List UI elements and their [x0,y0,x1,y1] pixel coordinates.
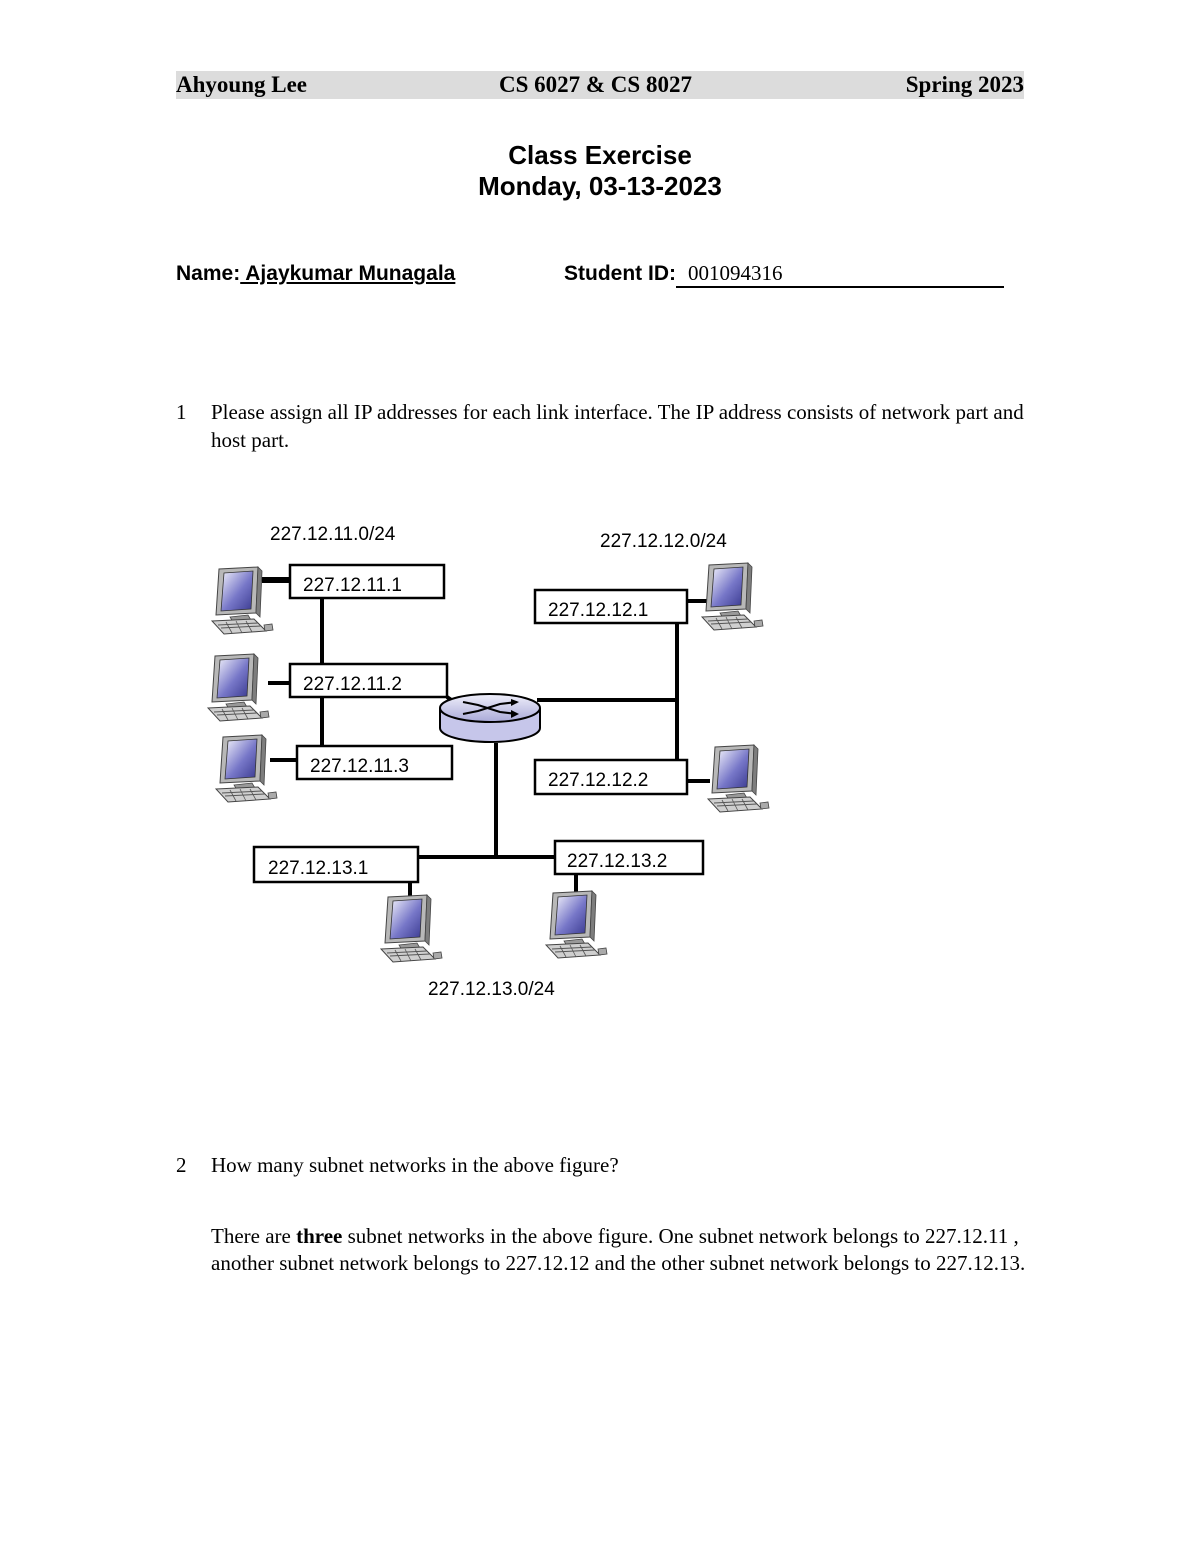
computer-icon [216,735,277,802]
interface-227-12-12-1: 227.12.12.1 [548,600,649,621]
interface-box [290,664,447,697]
page-date: Monday, 03-13-2023 [478,171,722,201]
interface-box [254,847,418,882]
interface-box [535,760,687,794]
subnet-label-13: 227.12.13.0/24 [428,979,555,1000]
interface-227-12-12-2: 227.12.12.2 [548,770,649,791]
page-title: Class Exercise [508,140,692,170]
router-icon [440,694,540,742]
student-id-label: Student ID: [564,262,676,285]
question-2-text: How many subnet networks in the above figure? [211,1153,619,1177]
interface-227-12-11-2: 227.12.11.2 [303,674,402,695]
interface-box [290,565,444,598]
interface-box [555,841,703,874]
computer-icon [546,891,607,958]
computer-icon [702,563,763,630]
computer-icon [208,654,269,721]
interface-227-12-11-3: 227.12.11.3 [310,756,409,777]
question-2-answer [211,1223,1031,1277]
answer-body: subnet networks in the above figure. One subnet network belongs to 227.12.11 , another subnet network belongs to 227.12.12 and the other subnet network belongs to 227.12.13. [211,1224,1026,1275]
computer-icon [708,745,769,812]
question-2-number: 2 [176,1153,187,1177]
question-1-text: Please assign all IP addresses for each link interface. The IP address consists of network part and host part. [211,400,1024,452]
interface-227-12-13-1: 227.12.13.1 [268,858,369,879]
interface-box [297,746,452,779]
interface-227-12-11-1: 227.12.11.1 [303,575,402,596]
question-1-number: 1 [176,400,187,424]
answer-prefix: There are [211,1224,297,1248]
subnet-label-11: 227.12.11.0/24 [270,524,396,545]
header-author: Ahyoung Lee [176,72,307,97]
computer-icon [381,895,442,962]
interface-227-12-13-2: 227.12.13.2 [567,851,668,872]
name-label: Name: [176,262,241,285]
header-course: CS 6027 & CS 8027 [499,72,692,97]
name-value: Ajaykumar Munagala [240,262,456,285]
subnet-label-12: 227.12.12.0/24 [600,531,727,552]
header-term: Spring 2023 [905,72,1024,97]
answer-emphasis: three [296,1224,343,1248]
interface-box [535,590,687,623]
student-id-value: 001094316 [676,261,1004,288]
